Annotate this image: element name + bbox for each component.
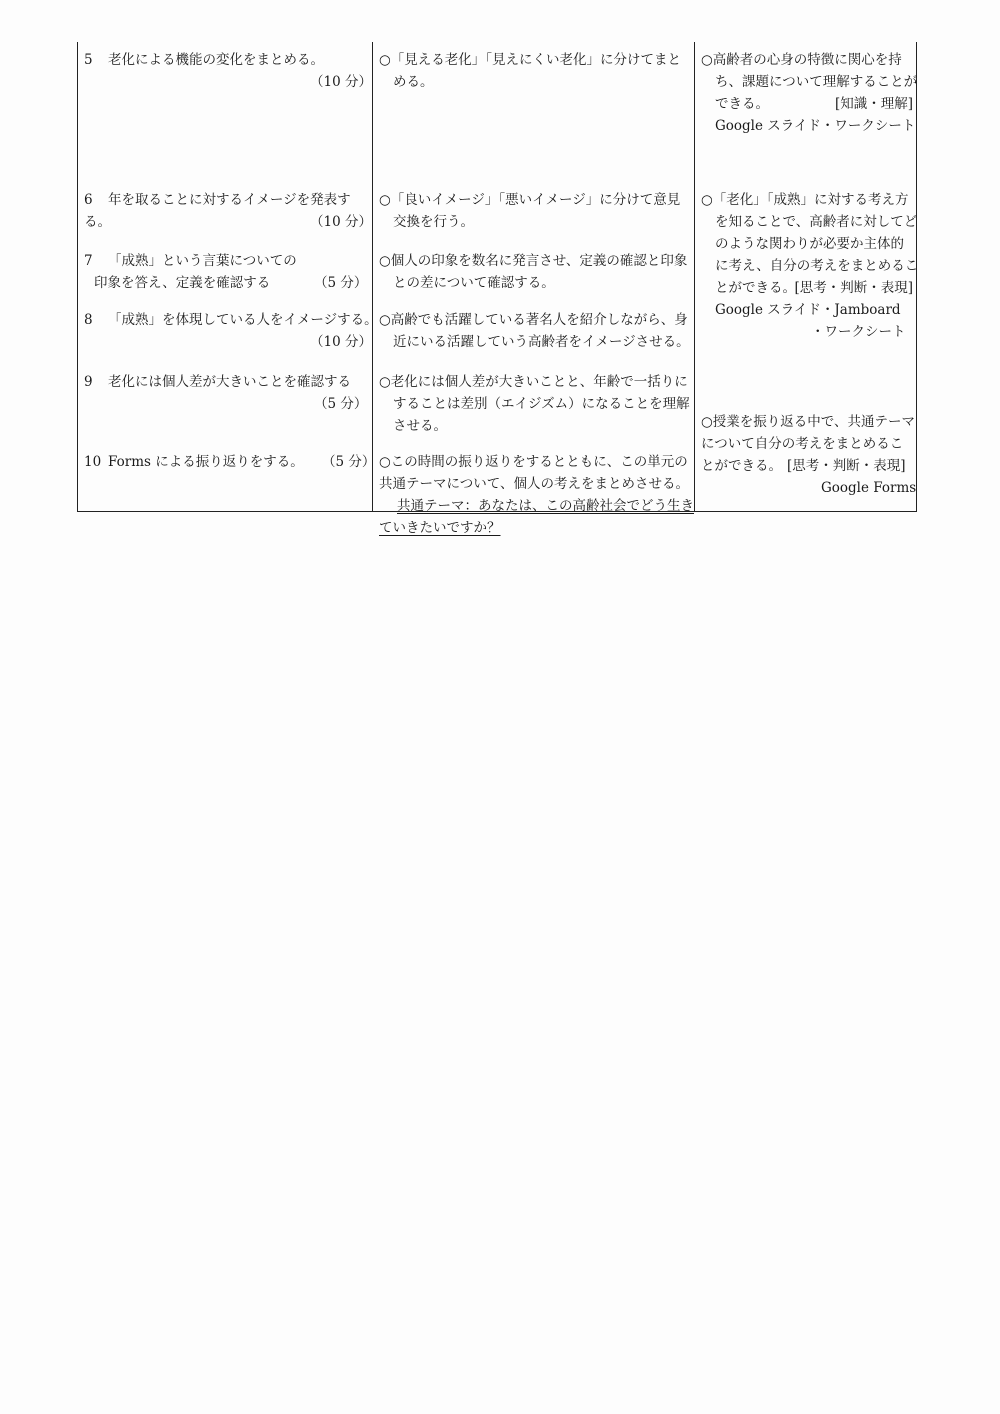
instruction-9 <box>379 371 690 437</box>
evaluation-2 <box>701 189 919 343</box>
instruction-5 <box>379 49 681 93</box>
activity-time: （5 分） <box>322 454 376 470</box>
instruction-text: させる。 <box>393 418 447 434</box>
activity-number: 9 <box>84 374 93 390</box>
evaluation-criterion: [知識・理解] <box>834 96 913 112</box>
instruction-text: ○「見える老化」「見えにくい老化」に分けてまと <box>379 52 682 68</box>
evaluation-text: に考え、自分の考えをまとめるこ <box>715 258 919 274</box>
common-theme-text: 共通テーマ：あなたは、この高齢社会でどう生き <box>397 498 694 514</box>
instruction-text: 交換を行う。 <box>393 214 474 230</box>
activity-text: 「成熟」という言葉についての <box>108 253 297 269</box>
instruction-text: ○老化には個人差が大きいことと、年齢で一括りに <box>379 374 688 390</box>
activity-column <box>78 42 378 511</box>
evaluation-text: とができる。 <box>701 458 782 474</box>
instruction-text: める。 <box>393 74 434 90</box>
evaluation-text: のような関わりが必要か主体的 <box>715 236 904 252</box>
instruction-text: との差について確認する。 <box>393 275 555 291</box>
activity-8 <box>84 309 378 353</box>
activity-text: 年を取ることに対するイメージを発表す <box>108 192 351 208</box>
evaluation-text: ○授業を振り返る中で、共通テーマ <box>701 414 916 430</box>
evaluation-tools: Google スライド・ワークシート <box>715 118 916 134</box>
instruction-text: ○高齢でも活躍している著名人を紹介しながら、身 <box>379 312 688 328</box>
common-theme-text: ていきたいですか？ <box>379 520 501 536</box>
instruction-10 <box>379 451 694 539</box>
evaluation-1 <box>701 49 918 137</box>
activity-time: （10 分） <box>310 214 372 230</box>
instruction-text: ○この時間の振り返りをするとともに、この単元の <box>379 454 688 470</box>
activity-7 <box>84 250 368 294</box>
instruction-text: 共通テーマについて、個人の考えをまとめさせる。 <box>379 476 689 492</box>
instruction-8 <box>379 309 690 353</box>
activity-text: Forms による振り返りをする。 <box>108 454 304 470</box>
evaluation-criterion: [思考・判断・表現] <box>787 458 906 474</box>
instruction-7 <box>379 250 687 294</box>
evaluation-tools: Google スライド・Jamboard <box>715 302 901 318</box>
activity-time: （5 分） <box>314 275 368 291</box>
activity-text: る。 <box>84 214 111 230</box>
evaluation-tools: ・ワークシート <box>811 324 906 340</box>
evaluation-tools: Google Forms <box>821 480 917 496</box>
evaluation-column <box>695 42 918 511</box>
activity-text: 印象を答え、定義を確認する <box>94 275 271 291</box>
evaluation-text: について自分の考えをまとめるこ <box>701 436 904 452</box>
activity-number: 8 <box>84 312 93 328</box>
lesson-plan-table <box>77 42 919 536</box>
evaluation-text: を知ることで、高齢者に対してど <box>715 214 918 230</box>
activity-number: 7 <box>84 253 93 269</box>
instruction-text: することは差別（エイジズム）になることを理解 <box>393 396 690 412</box>
evaluation-text: できる。 <box>715 96 769 112</box>
evaluation-text: とができる。 <box>715 280 796 296</box>
evaluation-text: ○高齢者の心身の特徴に関心を持 <box>701 52 902 68</box>
activity-time: （5 分） <box>314 396 368 412</box>
activity-number: 10 <box>84 454 102 470</box>
instruction-column <box>373 42 695 536</box>
activity-time: （10 分） <box>310 74 372 90</box>
instruction-6 <box>379 189 680 233</box>
activity-number: 5 <box>84 52 93 68</box>
activity-time: （10 分） <box>310 334 372 350</box>
instruction-text: ○「良いイメージ」「悪いイメージ」に分けて意見 <box>379 192 681 208</box>
evaluation-text: ○「老化」「成熟」に対する考え方 <box>701 192 909 208</box>
activity-text: 老化には個人差が大きいことを確認する <box>108 374 351 390</box>
activity-10 <box>84 451 376 473</box>
activity-9 <box>84 371 368 415</box>
activity-number: 6 <box>84 192 93 208</box>
activity-text: 「成熟」を体現している人をイメージする。 <box>108 312 378 328</box>
instruction-text: 近にいる活躍していう高齢者をイメージさせる。 <box>393 334 690 350</box>
activity-5 <box>84 49 372 93</box>
activity-6 <box>84 189 372 233</box>
instruction-text: ○個人の印象を数名に発言させ、定義の確認と印象 <box>379 253 688 269</box>
evaluation-3 <box>701 411 917 499</box>
evaluation-text: ち、課題について理解することが <box>715 74 918 90</box>
evaluation-criterion: [思考・判断・表現] <box>794 280 913 296</box>
activity-text: 老化による機能の変化をまとめる。 <box>108 52 324 68</box>
